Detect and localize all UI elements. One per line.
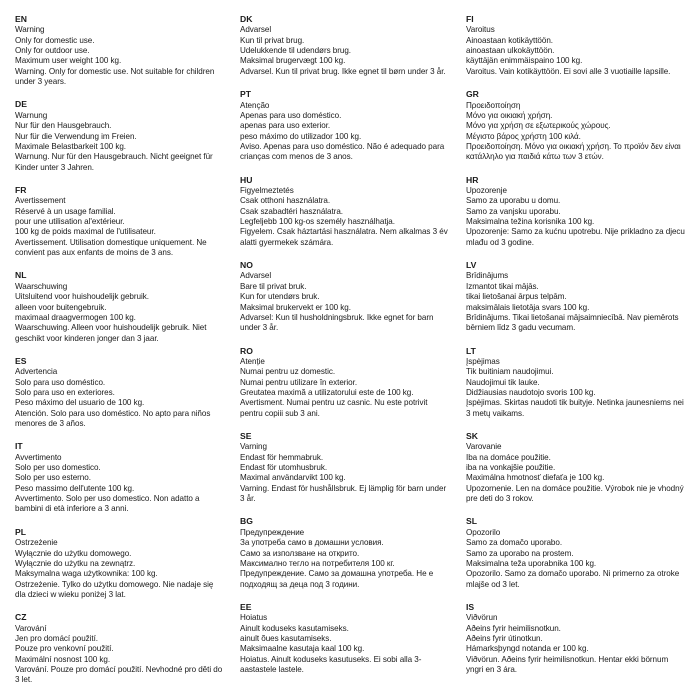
warning-text-line: Maksimalna teža uporabnika 100 kg. bbox=[466, 558, 597, 568]
warning-text-line: Legfeljebb 100 kg-os személy használhatja. bbox=[240, 217, 395, 227]
language-code: FR bbox=[15, 184, 27, 195]
warning-heading: Varoitus bbox=[466, 25, 495, 35]
warning-text-line: Brīdinājums. Tikai lietošanai mājsaimniecībā. Nav piemērots bērniem līdz 3 gadu vecumam. bbox=[466, 312, 679, 333]
warning-text-line: Udelukkende til udendørs brug. bbox=[240, 46, 351, 56]
language-code: BG bbox=[240, 516, 253, 527]
warning-text-line: Samo za vanjsku uporabu. bbox=[466, 206, 561, 216]
language-block-it bbox=[15, 441, 223, 514]
warning-text-line: Avertissement. Utilisation domestique uniquement. Ne convient pas aux enfants de moins de 3 ans. bbox=[15, 237, 207, 258]
warning-text-line: Максимално тегло на потребителя 100 кг. bbox=[240, 558, 395, 568]
warning-text-line: maksimālais lietotāja svars 100 kg. bbox=[466, 302, 590, 312]
language-block-ee bbox=[240, 602, 452, 675]
language-code: EE bbox=[240, 601, 252, 612]
warning-heading: Figyelmeztetés bbox=[240, 186, 294, 195]
warning-heading: Προειδοποίηση bbox=[466, 100, 521, 110]
warning-text-line: Only for domestic use. bbox=[15, 35, 95, 45]
warning-text-line: Endast för hemmabruk. bbox=[240, 452, 324, 462]
warning-text-line: Maximum user weight 100 kg. bbox=[15, 56, 122, 66]
warning-text-line: Only for outdoor use. bbox=[15, 46, 90, 56]
warning-text-line: Tik buitiniam naudojimui. bbox=[466, 367, 554, 377]
column-left bbox=[15, 14, 223, 698]
warning-text-line: Viðvörun. Aðeins fyrir heimilisnotkun. Hentar ekki börnum yngri en 3 ára. bbox=[466, 654, 669, 675]
warning-text-line: Maksimal brukervekt er 100 kg. bbox=[240, 302, 351, 312]
warning-text-line: Izmantot tikai mājās. bbox=[466, 281, 539, 291]
language-code: IT bbox=[15, 441, 23, 452]
warning-heading: Advertencia bbox=[15, 367, 58, 377]
warning-text-line: Pouze pro venkovní použití. bbox=[15, 644, 114, 654]
warning-text-line: Ostrzeżenie. Tylko do użytku domowego. Nie nadaje się dla dzieci w wieku poniżej 3 lat. bbox=[15, 579, 214, 599]
warning-text-line: maximaal draagvermogen 100 kg. bbox=[15, 312, 136, 322]
language-code: IS bbox=[466, 601, 475, 612]
language-code: PL bbox=[15, 526, 26, 537]
warning-text-line: Numai pentru uz domestic. bbox=[240, 367, 336, 377]
warning-text-line: Предупреждение. Само за домашна употреба. Не е подходящ за деца под 3 години. bbox=[240, 569, 434, 589]
warning-text-line: Advarsel. Kun til privat brug. Ikke egnet til børn under 3 år. bbox=[240, 66, 446, 76]
warning-heading: Warning bbox=[15, 25, 45, 35]
warning-text-line: Avertisment. Numai pentru uz casnic. Nu este potrivit pentru copiii sub 3 ani. bbox=[240, 398, 428, 418]
warning-text-line: ainoastaan ulkokäyttöön. bbox=[466, 46, 555, 56]
warning-text-line: pour une utilisation al'extérieur. bbox=[15, 217, 125, 227]
language-code: FI bbox=[466, 14, 474, 24]
language-code: CZ bbox=[15, 612, 27, 623]
warning-text-line: Aðeins fyrir heimilisnotkun. bbox=[466, 623, 561, 633]
language-code: ES bbox=[15, 355, 27, 366]
warning-text-line: apenas para uso exterior. bbox=[240, 121, 331, 131]
language-code: NL bbox=[15, 270, 27, 281]
warning-text-line: Nur für die Verwendung im Freien. bbox=[15, 131, 137, 141]
warning-text-line: Samo za domačo uporabo. bbox=[466, 538, 563, 548]
warning-text-line: Waarschuwing. Alleen voor huishoudelijk gebruik. Niet geschikt voor kinderen jonger dan 3 jaar. bbox=[15, 323, 207, 343]
warning-text-line: Hoiatus. Ainult koduseks kasutuseks. Ei sobi alla 3-aastastele lastele. bbox=[240, 654, 422, 675]
warning-heading: Atenção bbox=[240, 100, 270, 110]
warning-text-line: Maximal användarvikt 100 kg. bbox=[240, 473, 346, 483]
warning-text-line: Warning. Only for domestic use. Not suitable for children under 3 years. bbox=[15, 66, 215, 87]
warning-text-line: käyttäjän enimmäispaino 100 kg. bbox=[466, 56, 583, 66]
warning-text-line: Opozorilo. Samo za domačo uporabo. Ni primerno za otroke mlajše od 3 let. bbox=[466, 569, 680, 589]
warning-text-line: Varning. Endast för hushållsbruk. Ej lämplig för barn under 3 år. bbox=[240, 483, 447, 504]
warning-text-line: Ainult koduseks kasutamiseks. bbox=[240, 623, 349, 633]
warning-text-line: Samo za uporabu u domu. bbox=[466, 196, 561, 206]
warning-text-line: Jen pro domácí použití. bbox=[15, 634, 98, 644]
warning-text-line: alleen voor buitengebruik. bbox=[15, 302, 107, 312]
language-block-pl bbox=[15, 527, 223, 600]
language-code: LT bbox=[466, 345, 476, 356]
warning-text-line: Kun for utendørs bruk. bbox=[240, 292, 320, 302]
language-block-hu bbox=[240, 175, 452, 248]
language-block-sl bbox=[466, 516, 686, 589]
warning-text-line: Csak otthoni használatra. bbox=[240, 196, 331, 206]
warning-text-line: Ainoastaan kotikäyttöön. bbox=[466, 35, 553, 45]
warning-text-line: Réservé à un usage familial. bbox=[15, 206, 116, 216]
warning-text-line: Endast för utomhusbruk. bbox=[240, 463, 328, 473]
warning-text-line: Solo para uso en exteriores. bbox=[15, 387, 115, 397]
language-block-is bbox=[466, 602, 686, 675]
language-block-sk bbox=[466, 431, 686, 504]
language-code: RO bbox=[240, 345, 253, 356]
warning-text-line: Warnung. Nur für den Hausgebrauch. Nicht geeignet für Kinder unter 3 Jahren. bbox=[15, 152, 213, 172]
warning-heading: Varování bbox=[15, 623, 47, 633]
language-code: HR bbox=[466, 174, 479, 185]
warning-heading: Viðvörun bbox=[466, 613, 498, 623]
language-code: GR bbox=[466, 89, 479, 100]
column-right bbox=[466, 14, 686, 687]
warning-heading: Upozorenje bbox=[466, 186, 507, 195]
language-code: SE bbox=[240, 431, 252, 441]
warning-text-line: tikai lietošanai ārpus telpām. bbox=[466, 292, 567, 302]
warning-heading: Hoiatus bbox=[240, 613, 268, 623]
warning-text-line: Greutatea maximă a utilizatorului este de 100 kg. bbox=[240, 387, 414, 397]
language-block-fi bbox=[466, 14, 686, 77]
warning-text-line: Wyłącznie do użytku na zewnątrz. bbox=[15, 558, 136, 568]
warning-text-line: Maksymalna waga użytkownika: 100 kg. bbox=[15, 569, 158, 579]
warning-text-line: Iba na domáce použitie. bbox=[466, 452, 551, 462]
warning-text-line: Maksimal brugervægt 100 kg. bbox=[240, 56, 346, 66]
warning-heading: Varning bbox=[240, 442, 267, 452]
warning-text-line: Μέγιστο βάρος χρήστη 100 κιλά. bbox=[466, 131, 581, 141]
language-block-se bbox=[240, 431, 452, 504]
warning-heading: Ostrzeżenie bbox=[15, 538, 58, 548]
language-code: NO bbox=[240, 260, 253, 271]
warning-text-line: 100 kg de poids maximal de l'utilisateur. bbox=[15, 227, 156, 237]
warning-text-line: Maksimalna težina korisnika 100 kg. bbox=[466, 217, 595, 227]
warning-text-line: Maximální nosnost 100 kg. bbox=[15, 654, 111, 664]
language-block-dk bbox=[240, 14, 452, 77]
warning-text-line: peso máximo do utilizador 100 kg. bbox=[240, 131, 362, 141]
language-block-de bbox=[15, 99, 223, 172]
warning-text-line: Peso massimo dell'utente 100 kg. bbox=[15, 483, 135, 493]
warning-text-line: Atención. Solo para uso doméstico. No apto para niños menores de 3 años. bbox=[15, 408, 211, 428]
warning-text-line: Numai pentru utilizare în exterior. bbox=[240, 377, 358, 387]
warning-heading: Advarsel bbox=[240, 271, 272, 281]
language-code: PT bbox=[240, 89, 251, 100]
warning-text-line: Samo za uporabo na prostem. bbox=[466, 548, 574, 558]
warning-heading: Avertissement bbox=[15, 196, 66, 206]
language-code: DK bbox=[240, 14, 253, 24]
warning-text-line: Nur für den Hausgebrauch. bbox=[15, 121, 112, 131]
language-block-cz bbox=[15, 612, 223, 685]
warning-text-line: Solo per uso esterno. bbox=[15, 473, 91, 483]
warning-text-line: Įspėjimas. Skirtas naudoti tik buityje. Netinka jaunesniems nei 3 metų vaikams. bbox=[466, 398, 684, 418]
language-code: EN bbox=[15, 14, 27, 24]
warning-text-line: Maximale Belastbarkeit 100 kg. bbox=[15, 141, 126, 151]
warning-text-line: Solo para uso doméstico. bbox=[15, 377, 106, 387]
warning-text-line: Upozorenje: Samo za kućnu upotrebu. Nije prikladno za djecu mlađu od 3 godine. bbox=[466, 227, 685, 247]
language-block-es bbox=[15, 356, 223, 429]
warning-text-line: Μόνο για οικιακή χρήση. bbox=[466, 110, 553, 120]
warning-heading: Предупреждение bbox=[240, 527, 305, 537]
warning-heading: Opozorilo bbox=[466, 527, 501, 537]
language-block-gr bbox=[466, 89, 686, 162]
language-block-fr bbox=[15, 185, 223, 258]
warning-heading: Įspėjimas bbox=[466, 356, 500, 366]
warning-text-line: Maksimaalne kasutaja kaal 100 kg. bbox=[240, 644, 365, 654]
language-block-bg bbox=[240, 516, 452, 589]
language-block-lt bbox=[466, 346, 686, 419]
warning-text-line: Solo per uso domestico. bbox=[15, 463, 101, 473]
warning-text-line: Bare til privat bruk. bbox=[240, 281, 307, 291]
warning-heading: Avvertimento bbox=[15, 452, 62, 462]
language-code: SL bbox=[466, 516, 477, 527]
warning-text-line: Peso máximo del usuario de 100 kg. bbox=[15, 398, 145, 408]
warning-text-line: За употреба само в домашни условия. bbox=[240, 538, 384, 548]
language-block-ro bbox=[240, 346, 452, 419]
warning-heading: Atenție bbox=[240, 356, 265, 366]
language-block-no bbox=[240, 260, 452, 333]
warning-text-line: Προειδοποίηση. Μόνο για οικιακή χρήση. Το προϊόν δεν είναι κατάλληλο για παιδιά κάτω των 3 ετών. bbox=[466, 141, 681, 162]
language-block-pt bbox=[240, 89, 452, 162]
warning-heading: Waarschuwing bbox=[15, 281, 68, 291]
language-code: SK bbox=[466, 431, 478, 441]
warning-heading: Warnung bbox=[15, 110, 48, 120]
language-block-en bbox=[15, 14, 223, 87]
language-block-lv bbox=[466, 260, 686, 333]
warning-text-line: iba na vonkajšie použitie. bbox=[466, 463, 556, 473]
warning-heading: Brīdinājums bbox=[466, 271, 509, 281]
warning-text-line: Varování. Pouze pro domácí použití. Nevhodné pro děti do 3 let. bbox=[15, 665, 223, 685]
language-block-nl bbox=[15, 270, 223, 343]
warning-text-line: Avvertimento. Solo per uso domestico. Non adatto a bambini di età inferiore a 3 anni. bbox=[15, 494, 200, 514]
language-block-hr bbox=[466, 175, 686, 248]
warning-text-line: Μόνο για χρήση σε εξωτερικούς χώρους. bbox=[466, 121, 611, 131]
warning-text-line: Kun til privat brug. bbox=[240, 35, 305, 45]
warning-heading: Advarsel bbox=[240, 25, 272, 35]
warning-text-line: Uitsluitend voor huishoudelijk gebruik. bbox=[15, 292, 149, 302]
language-code: LV bbox=[466, 260, 477, 271]
warning-text-line: Naudojimui tik lauke. bbox=[466, 377, 540, 387]
warning-text-line: Figyelem. Csak háztartási használatra. Nem alkalmas 3 év alatti gyermekek számára. bbox=[240, 227, 448, 247]
warning-text-line: Varoitus. Vain kotikäyttöön. Ei sovi alle 3 vuotiaille lapsille. bbox=[466, 66, 671, 76]
warning-text-line: Upozornenie. Len na domáce použitie. Výrobok nie je vhodný pre deti do 3 rokov. bbox=[466, 483, 684, 504]
warning-text-line: Apenas para uso doméstico. bbox=[240, 110, 342, 120]
warning-heading: Varovanie bbox=[466, 442, 502, 452]
warning-text-line: ainult õues kasutamiseks. bbox=[240, 634, 332, 644]
language-code: HU bbox=[240, 174, 253, 185]
warning-text-line: Wyłącznie do użytku domowego. bbox=[15, 548, 132, 558]
language-code: DE bbox=[15, 99, 27, 110]
warning-text-line: Aviso. Apenas para uso doméstico. Não é adequado para crianças com menos de 3 anos. bbox=[240, 141, 445, 162]
warning-text-line: Advarsel: Kun til husholdningsbruk. Ikke egnet for barn under 3 år. bbox=[240, 312, 434, 333]
warning-text-line: Само за използване на открито. bbox=[240, 548, 360, 558]
warning-text-line: Hámarksþyngd notanda er 100 kg. bbox=[466, 644, 589, 654]
warning-text-line: Didžiausias naudotojo svoris 100 kg. bbox=[466, 387, 596, 397]
warning-text-line: Aðeins fyrir útinotkun. bbox=[466, 634, 543, 644]
column-middle bbox=[240, 14, 452, 687]
warning-text-line: Maximálna hmotnosť diefaťa je 100 kg. bbox=[466, 473, 605, 483]
warning-text-line: Csak szabadtéri használatra. bbox=[240, 206, 343, 216]
